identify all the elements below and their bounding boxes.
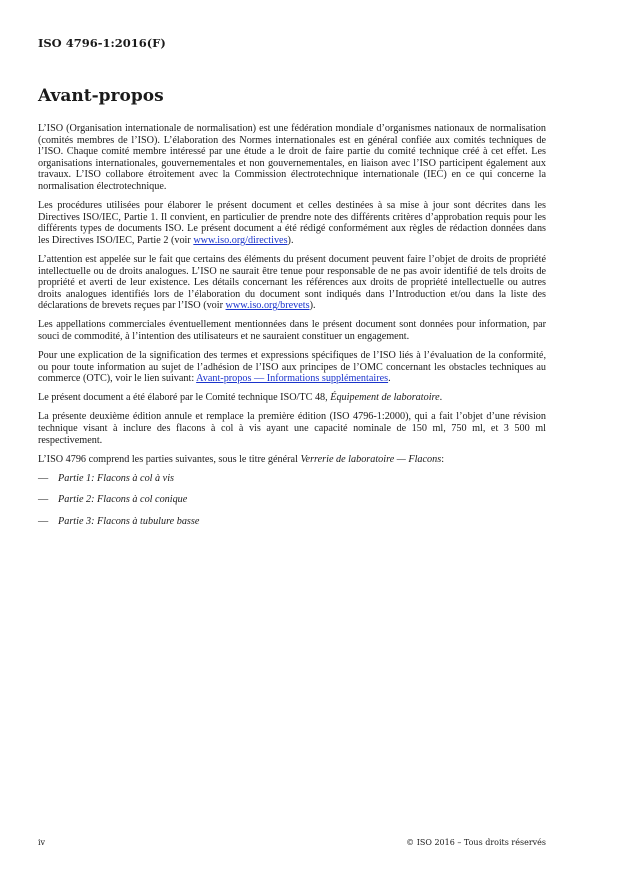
paragraph-trade-names: Les appellations commerciales éventuellement mentionnées dans le présent document sont données pour information, par souci de commodité, à l’intention des utilisateurs et ne sauraient constituer un engagement. xyxy=(38,319,546,342)
paragraph-conformity xyxy=(38,350,546,385)
page-title: Avant-propos xyxy=(38,86,164,106)
paragraph-procedures xyxy=(38,200,546,246)
copyright-notice: © ISO 2016 – Tous droits réservés xyxy=(406,838,546,847)
paragraph-end: : xyxy=(441,453,445,465)
page-footer xyxy=(38,838,546,847)
paragraph-edition: La présente deuxième édition annule et remplace la première édition (ISO 4796-1:2000), qui a fait l’objet d’une révision technique visant à inclure des flacons à col à vis ayant une capacité nominale de 150 ml, 750 ml, et 3 500 ml respectivement. xyxy=(38,411,546,446)
part-label: Partie 3: Flacons à tubulure basse xyxy=(58,516,200,528)
paragraph-text: Pour une explication de la signification des termes et expressions spécifiques de l’ISO liés à l’évaluation de la conformité, ou pour toute information au sujet de l’adhésion de l’ISO aux principes de l’OMC concernant les obstacles techniques au commerce (OTC), voir le lien suivant: xyxy=(38,350,546,385)
list-dash: — xyxy=(38,494,49,506)
foreword-info-link[interactable]: Avant-propos — Informations supplémentaires xyxy=(196,373,389,385)
paragraph-end: . xyxy=(439,392,443,404)
page-number: iv xyxy=(38,838,46,847)
list-dash: — xyxy=(38,472,49,484)
paragraph-text: Les procédures utilisées pour élaborer le présent document et celles destinées à sa mise à jour sont décrites dans les Directives ISO/IEC, Partie 1. Il convient, en particulier de prendre note des différents critères d’approbation requis pour les différents types de documents ISO. Le présent document a été rédigé conformément aux règles de rédaction données dans les Directives ISO/IEC, Partie 2 (voir xyxy=(38,200,546,246)
paragraph-end: ). xyxy=(309,300,316,312)
part-label: Partie 2: Flacons à col conique xyxy=(58,494,188,506)
list-item-part-1 xyxy=(38,473,546,485)
foreword-body xyxy=(38,123,546,538)
committee-name: Équipement de laboratoire xyxy=(330,392,440,404)
paragraph-patents xyxy=(38,254,546,312)
paragraph-text: Le présent document a été élaboré par le Comité technique ISO/TC 48, xyxy=(38,392,331,404)
paragraph-parts-intro xyxy=(38,454,546,466)
standard-identifier: ISO 4796-1:2016(F) xyxy=(38,36,166,50)
list-item-part-3 xyxy=(38,516,546,528)
part-label: Partie 1: Flacons à col à vis xyxy=(58,472,175,484)
list-dash: — xyxy=(38,516,49,528)
paragraph-committee xyxy=(38,392,546,404)
patents-link[interactable]: www.iso.org/brevets xyxy=(225,300,310,312)
paragraph-end: . xyxy=(388,373,391,385)
directives-link[interactable]: www.iso.org/directives xyxy=(193,234,288,246)
paragraph-iso-intro: L’ISO (Organisation internationale de normalisation) est une fédération mondiale d’organismes nationaux de normalisation (comités membres de l’ISO). L’élaboration des Normes internationales est en général confiée aux comités techniques de l’ISO. Chaque comité membre intéressé par une étude a le droit de faire partie du comité technique créé à cet effet. Les organisations internationales, gouvernementales et non gouvernementales, en liaison avec l’ISO participent également aux travaux. L’ISO collabore étroitement avec la Commission électrotechnique internationale (IEC) en ce qui concerne la normalisation électrotechnique. xyxy=(38,123,546,192)
general-title: Verrerie de laboratoire — Flacons xyxy=(300,453,442,465)
paragraph-text: L’ISO 4796 comprend les parties suivantes, sous le titre général xyxy=(38,453,301,465)
paragraph-text: L’attention est appelée sur le fait que certains des éléments du présent document peuvent faire l’objet de droits de propriété intellectuelle ou de droits analogues. L’ISO ne saurait être tenue pour responsable de ne pas avoir identifié de tels droits de propriété et averti de leur existence. Les détails concernant les références aux droits de propriété intellectuelle ou autres droits analogues identifiés lors de l’élaboration du document sont indiqués dans l’Introduction et/ou dans la liste des déclarations de brevets reçues par l’ISO (voir xyxy=(38,253,546,312)
paragraph-end: ). xyxy=(287,234,294,246)
list-item-part-2 xyxy=(38,494,546,506)
